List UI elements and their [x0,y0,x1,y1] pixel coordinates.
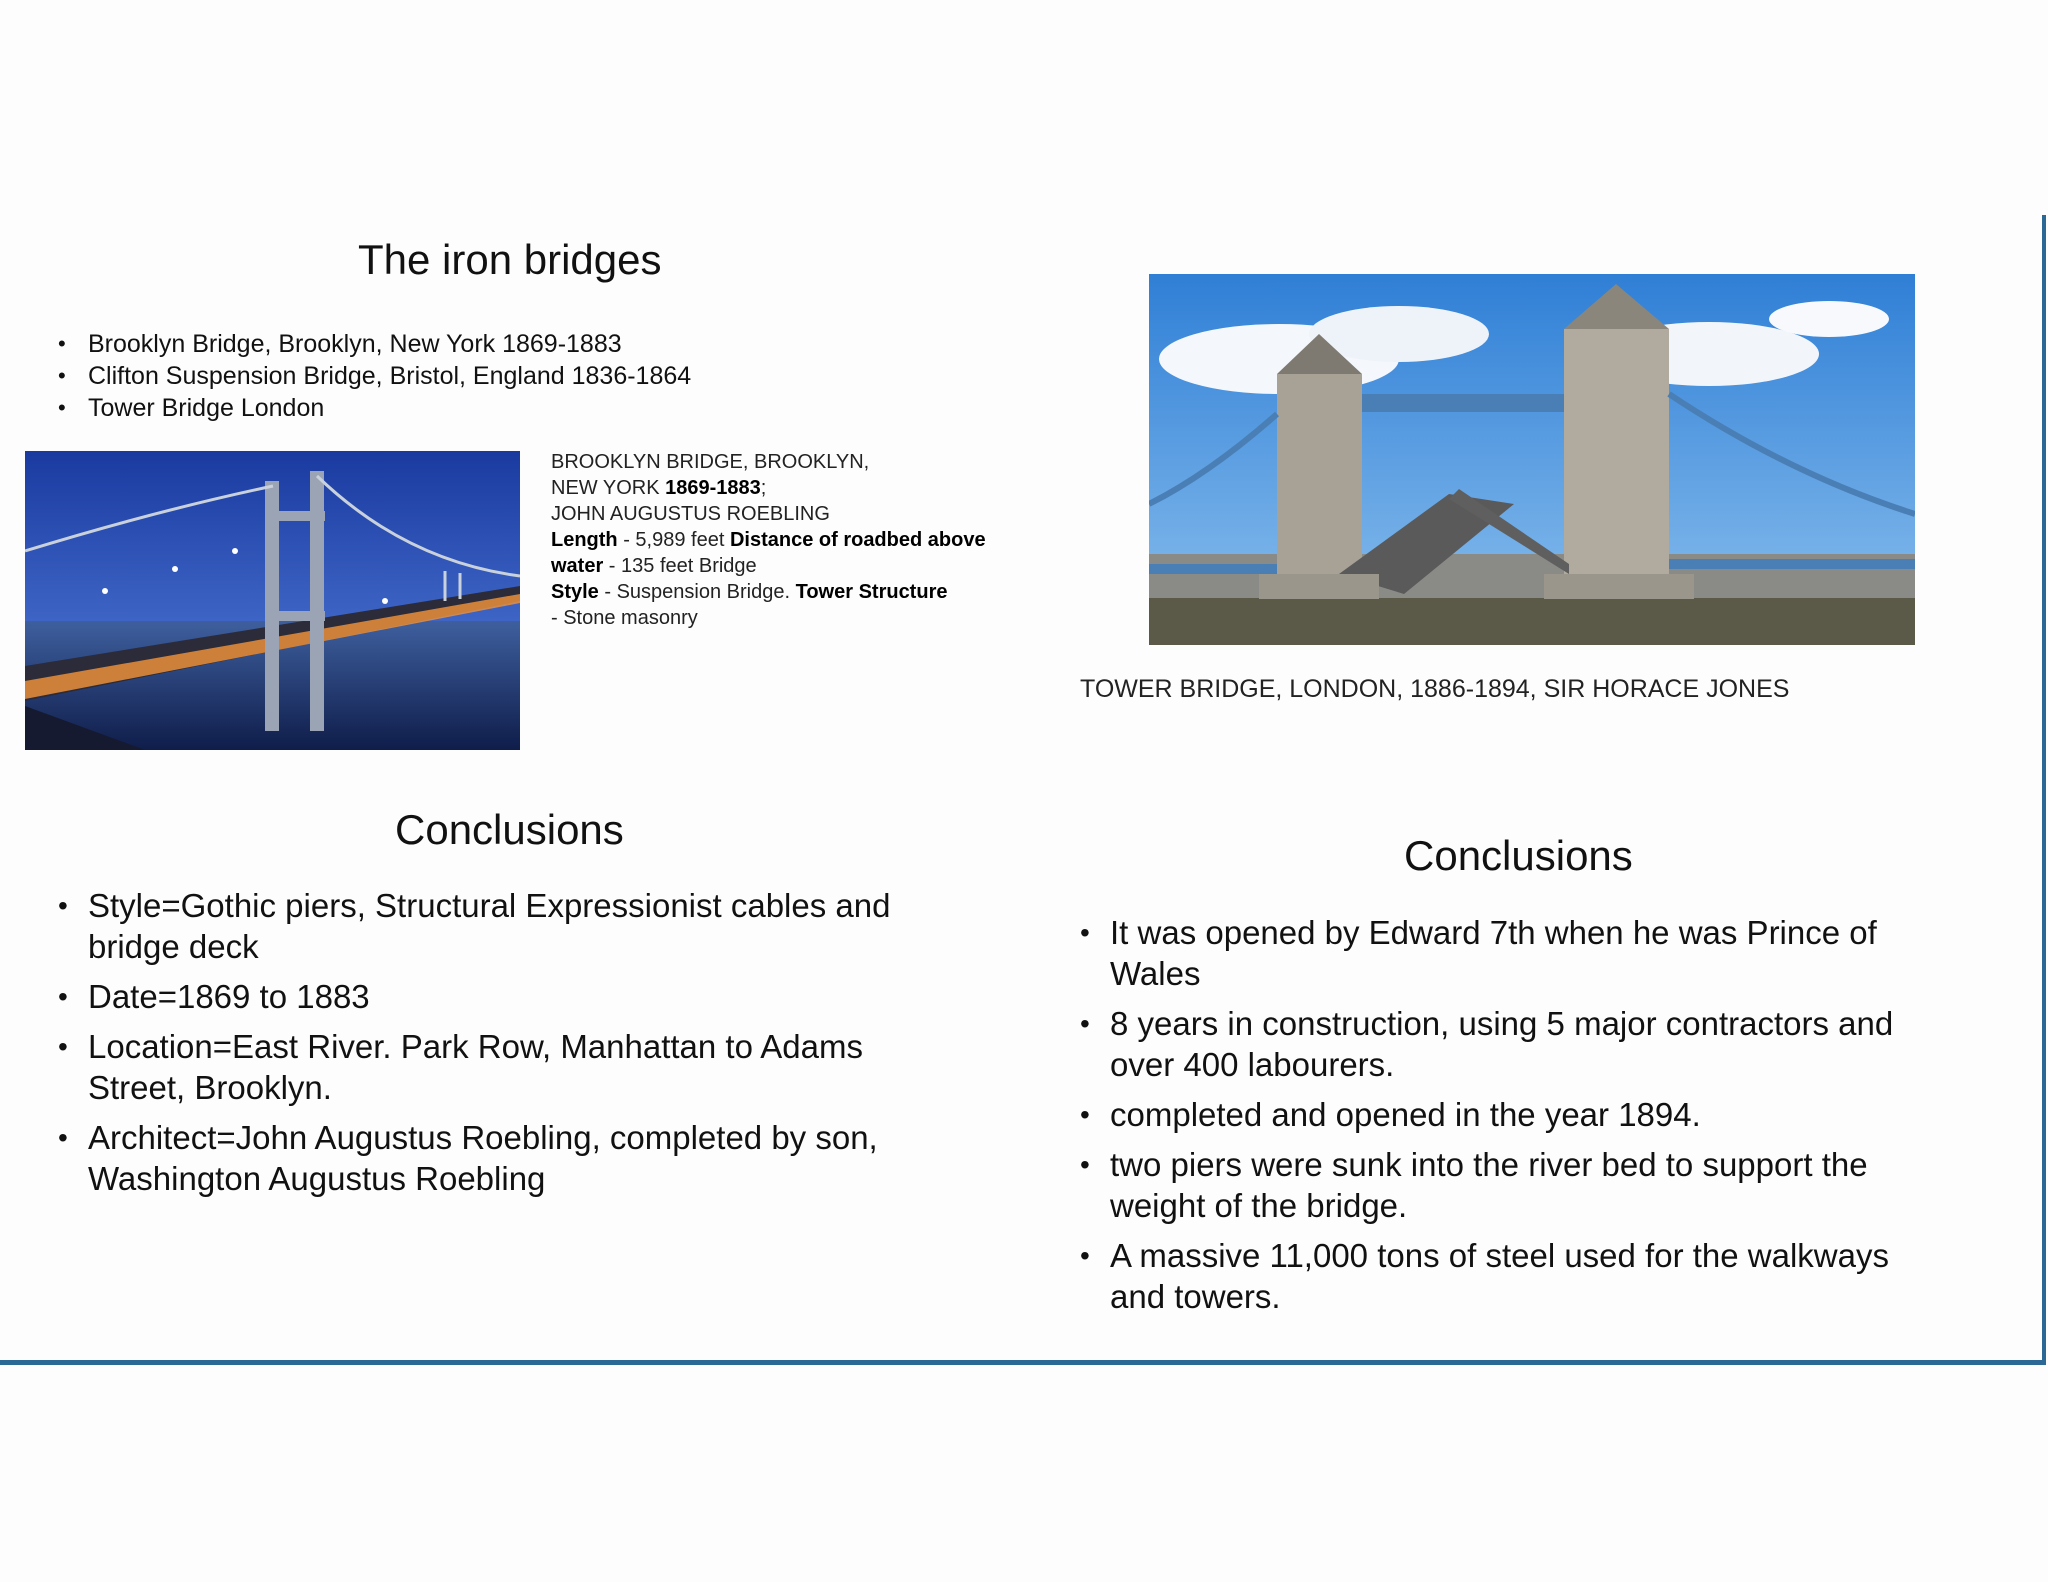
bottom-border [0,1360,2046,1365]
list-item: • Architect=John Augustus Roebling, completed by son, Washington Augustus Roebling [58,1117,958,1199]
caption-years: 1869-1883 [665,477,761,499]
caption-style-value: - Suspension Bridge. [598,581,796,603]
caption-line: BROOKLYN BRIDGE, BROOKLYN, [551,451,870,473]
iron-bridges-title: The iron bridges [358,236,662,283]
list-item: • Style=Gothic piers, Structural Expressionist cables and bridge deck [58,885,958,967]
caption-length-value: - 5,989 feet [617,529,730,551]
caption-text: NEW YORK [551,477,666,499]
conclusions-title-left: Conclusions [395,806,624,853]
caption-line [551,475,991,501]
caption-length-label: Length [551,529,618,551]
list-item: • Tower Bridge London [58,392,958,424]
caption-line: JOHN AUGUSTUS ROEBLING [551,503,830,525]
caption-line: - Stone masonry [551,607,698,629]
list-item: • Brooklyn Bridge, Brooklyn, New York 1869-1883 [58,328,958,360]
caption-distance-label: Distance of roadbed above water [551,529,986,577]
caption-line [551,579,991,605]
caption-style-label: Style [551,581,599,603]
tower-bridge-photo [1149,274,1915,645]
list-item: • two piers were sunk into the river bed to support the weight of the bridge. [1080,1144,1950,1226]
conclusions-list-right [1080,912,1950,1326]
bridge-list [58,328,958,424]
right-border [2042,215,2046,1365]
conclusions-title-right: Conclusions [1404,832,1633,879]
list-item: • 8 years in construction, using 5 major contractors and over 400 labourers. [1080,1003,1950,1085]
conclusions-list-left [58,885,958,1208]
caption-tower-label: Tower Structure [795,581,948,603]
brooklyn-caption [551,449,991,631]
list-item: • It was opened by Edward 7th when he was Prince of Wales [1080,912,1950,994]
suspension-bridge-photo [25,451,520,750]
tower-bridge-caption: TOWER BRIDGE, LONDON, 1886-1894, SIR HORACE JONES [1080,675,1790,703]
list-item: • Location=East River. Park Row, Manhattan to Adams Street, Brooklyn. [58,1026,958,1108]
caption-distance-value: - 135 feet Bridge [603,555,757,577]
list-item: • Clifton Suspension Bridge, Bristol, England 1836-1864 [58,360,958,392]
list-item: • completed and opened in the year 1894. [1080,1094,1950,1135]
caption-line [551,527,991,579]
caption-text: ; [760,477,767,499]
list-item: • Date=1869 to 1883 [58,976,958,1017]
list-item: • A massive 11,000 tons of steel used for the walkways and towers. [1080,1235,1950,1317]
